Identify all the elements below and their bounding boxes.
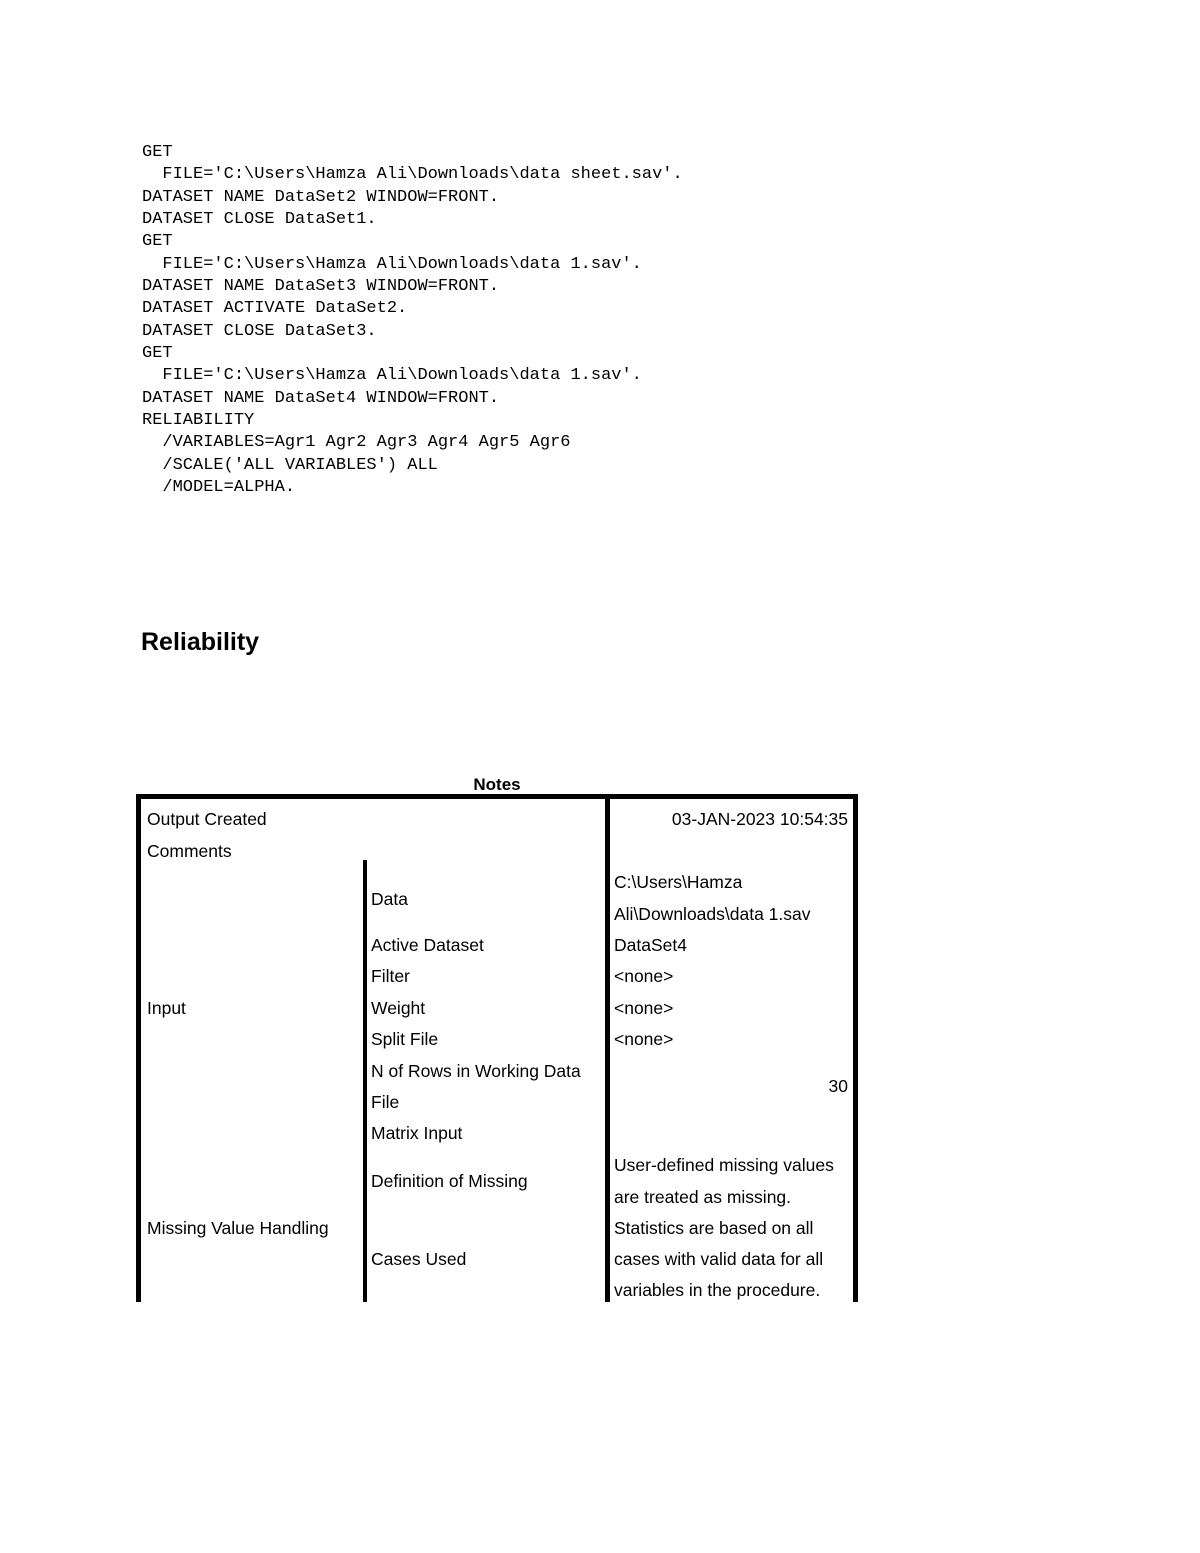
- active-dataset-value: DataSet4: [614, 935, 687, 955]
- table-value-divider: [605, 794, 610, 1302]
- section-title: Reliability: [141, 628, 260, 656]
- syntax-line: GET: [142, 143, 173, 162]
- table-left-border: [136, 794, 141, 1302]
- cases-used-value-line3: variables in the procedure.: [614, 1280, 821, 1300]
- table-sublabel-divider: [363, 860, 367, 1302]
- cases-used-label: Cases Used: [371, 1249, 467, 1269]
- cases-used-value-line1: Statistics are based on all: [614, 1218, 814, 1238]
- definition-of-missing-value-line2: are treated as missing.: [614, 1187, 792, 1207]
- weight-value: <none>: [614, 998, 674, 1018]
- definition-of-missing-label: Definition of Missing: [371, 1171, 528, 1191]
- notes-table-title: Notes: [473, 775, 521, 794]
- notes-table: [136, 794, 858, 1302]
- syntax-line: DATASET NAME DataSet3 WINDOW=FRONT.: [142, 277, 500, 297]
- syntax-line: FILE='C:\Users\Hamza Ali\Downloads\data 1.sav'.: [142, 254, 642, 274]
- comments-label: Comments: [147, 841, 232, 861]
- split-file-value: <none>: [614, 1029, 674, 1049]
- output-created-label: Output Created: [147, 809, 267, 829]
- cases-used-value-line2: cases with valid data for all: [614, 1249, 824, 1269]
- active-dataset-label: Active Dataset: [371, 935, 484, 955]
- syntax-line: /VARIABLES=Agr1 Agr2 Agr3 Agr4 Agr5 Agr6: [142, 433, 571, 453]
- data-label: Data: [371, 889, 408, 909]
- definition-of-missing-value-line1: User-defined missing values: [614, 1155, 834, 1175]
- syntax-line: DATASET NAME DataSet2 WINDOW=FRONT.: [142, 187, 500, 207]
- n-rows-value: 30: [828, 1076, 848, 1096]
- table-top-border: [136, 794, 858, 799]
- syntax-line: DATASET CLOSE DataSet1.: [142, 210, 377, 230]
- syntax-line: FILE='C:\Users\Hamza Ali\Downloads\data sheet.sav'.: [142, 165, 683, 185]
- syntax-log: [142, 142, 683, 500]
- syntax-line: /SCALE('ALL VARIABLES') ALL: [142, 455, 438, 475]
- weight-label: Weight: [371, 998, 426, 1018]
- n-rows-label-line2: File: [371, 1092, 400, 1112]
- syntax-line: DATASET NAME DataSet4 WINDOW=FRONT.: [142, 388, 500, 408]
- data-value-line1: C:\Users\Hamza: [614, 872, 743, 892]
- syntax-line: /MODEL=ALPHA.: [142, 478, 296, 498]
- syntax-line: FILE='C:\Users\Hamza Ali\Downloads\data 1.sav'.: [142, 366, 642, 386]
- input-label: Input: [147, 998, 186, 1018]
- filter-value: <none>: [614, 966, 674, 986]
- data-value-line2: Ali\Downloads\data 1.sav: [614, 904, 811, 924]
- output-created-value: 03-JAN-2023 10:54:35: [671, 809, 848, 829]
- n-rows-label-line1: N of Rows in Working Data: [371, 1061, 581, 1081]
- syntax-line: GET: [142, 232, 173, 252]
- syntax-line: RELIABILITY: [142, 411, 255, 431]
- table-right-border: [853, 794, 858, 1302]
- syntax-line: GET: [142, 344, 173, 364]
- split-file-label: Split File: [371, 1029, 439, 1049]
- matrix-input-label: Matrix Input: [371, 1123, 463, 1143]
- syntax-line: DATASET CLOSE DataSet3.: [142, 321, 377, 341]
- filter-label: Filter: [371, 966, 410, 986]
- missing-value-handling-label: Missing Value Handling: [147, 1218, 329, 1238]
- syntax-line: DATASET ACTIVATE DataSet2.: [142, 299, 408, 319]
